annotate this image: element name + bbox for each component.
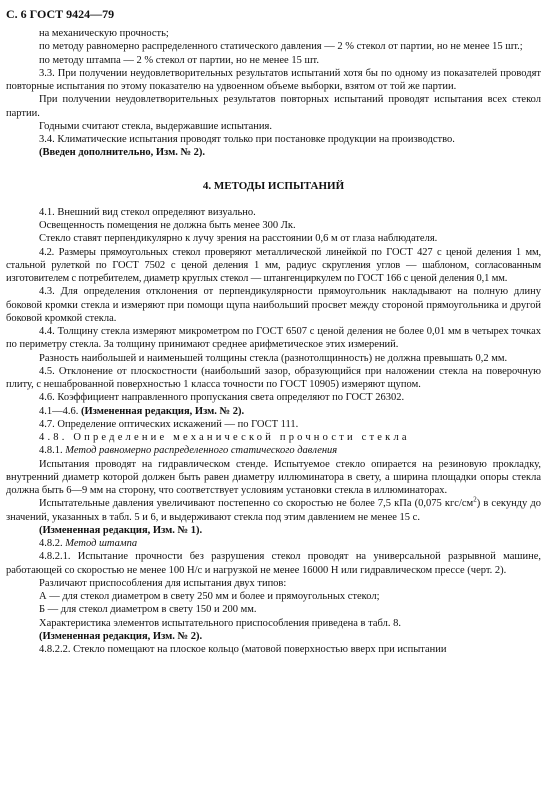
clause-number: 4.8.2. [39,538,63,549]
clause-4-1: 4.1. Внешний вид стекол определяют визуально. [39,206,256,218]
paragraph: Стекло ставят перпендикулярно к лучу зрения на расстоянии 0,6 м от глаза наблюдателя. [39,233,438,245]
amendment-note: (Введен дополнительно, Изм. № 2). [39,147,206,159]
amendment-label: (Измененная редакция, Изм. № 2). [81,405,245,417]
amendment-note-4-1-4-6 [6,405,541,418]
section-heading: 4. МЕТОДЫ ИСПЫТАНИЙ [202,179,345,192]
paragraph: Освещенность помещения не должна быть менее 300 Лк. [39,220,296,231]
paragraph: на механическую прочность; [39,28,169,39]
list-item: А — для стекол диаметром в свету 250 мм и более и прямоугольных стекол; [39,591,380,602]
method-title: Метод равномерно распределенного статического давления [65,445,338,457]
clause-4-8-2-1: 4.8.2.1. Испытание прочности без разрушения стекол проводят на универсальной разрывной машине, работающей со скоростью не менее 100 Н/с и нагрузкой не менее 16000 Н или гидравлическом прессе (черт. 2). [6,551,541,576]
text-run: Испытательные давления увеличивают постепенно со скоростью не более 7,5 кПа (0,075 кгс/см [39,498,474,510]
clause-ref: 4.1—4.6. [39,405,79,417]
clause-4-4: 4.4. Толщину стекла измеряют микрометром по ГОСТ 6507 с ценой деления не более 0,01 мм в четырех точках по периметру стекла. За толщину принимают среднее арифметическое этих измерений. [6,326,541,351]
paragraph: Испытания проводят на гидравлическом стенде. Испытуемое стекло опирается на резиновую прокладку, внутренний диаметр которой должен быть равен диаметру иллюминатора в свету, а ширина площадки опоры стекла должна быть 6—9 мм на сторону, что соответствует условиям установки стекла в иллюминаторах. [6,458,541,496]
paragraph: по методу равномерно распределенного статического давления — 2 % стекол от партии, но не менее 15 шт.; [39,41,523,53]
page-title: С. 6 ГОСТ 9424—79 [6,7,115,21]
method-title: Метод штампа [65,538,138,549]
list-item: Б — для стекол диаметром в свету 150 и 200 мм. [39,604,257,616]
clause-4-6: 4.6. Коэффициент направленного пропускания света определяют по ГОСТ 26302. [39,392,405,404]
paragraph [6,497,541,524]
text-run: ) в секунду до значений, указанных в табл. 5 и 6, и выдерживают стекла под этим давлением не менее 15 с. [6,498,541,523]
clause-4-5: 4.5. Отклонение от плоскостности (наибольший зазор, образующийся при наложении стекла на поверочную плиту, с нешаброванной поверхностью 1 класса точности по ГОСТ 10905) измеряют щупом. [6,365,541,390]
paragraph: Годными считают стекла, выдержавшие испытания. [39,120,272,132]
clause-4-7: 4.7. Определение оптических искажений — по ГОСТ 111. [39,418,299,430]
paragraph: Характеристика элементов испытательного приспособления приведена в табл. 8. [39,617,401,629]
paragraph: При получении неудовлетворительных результатов повторных испытаний проводят испытания всех стекол партии. [6,94,541,119]
clause-4-3: 4.3. Для определения отклонения от перпендикулярности прямоугольник накладывают на полную длину боковой кромки стекла и измеряют при помощи щупа наибольший просвет между стороной прямоугольника и другой боковой кромкой стекла. [6,286,541,324]
clause-4-8-heading: 4.8. Определение механической прочности стекла [39,432,410,443]
clause-3-3: 3.3. При получении неудовлетворительных результатов испытаний хотя бы по одному из показателей проводят повторные испытания по этому показателю на удвоенном объеме выборки, взятом от той же партии. [6,67,541,92]
clause-4-8-2-heading [6,537,541,550]
amendment-note: (Измененная редакция, Изм. № 2). [39,630,203,642]
clause-3-4: 3.4. Климатические испытания проводят только при постановке продукции на производство. [39,134,455,145]
amendment-note: (Измененная редакция, Изм. № 1). [39,524,203,536]
clause-4-8-1-heading [6,444,541,457]
clause-number: 4.8.1. [39,445,63,457]
clause-4-2: 4.2. Размеры прямоугольных стекол проверяют металлической линейкой по ГОСТ 427 с ценой деления 1 мм, стальной рулеткой по ГОСТ 7502 с ценой деления 1 мм, радиус скругления углов — шаблоном, согласованным изготовителем с потребителем, диаметр круглых стекол — штангенциркулем по ГОСТ 166 с ценой деления 0,1 мм. [6,246,541,284]
superscript: 2 [473,495,477,504]
paragraph: Различают приспособления для испытания двух типов: [39,577,287,589]
paragraph: по методу штампа — 2 % стекол от партии, но не менее 15 шт. [39,54,319,66]
paragraph: Разность наибольшей и наименьшей толщины стекла (разнотолщинность) не должна превышать 0,2 мм. [39,352,508,364]
clause-4-8-2-2: 4.8.2.2. Стекло помещают на плоское кольцо (матовой поверхностью вверх при испытании [39,644,447,655]
